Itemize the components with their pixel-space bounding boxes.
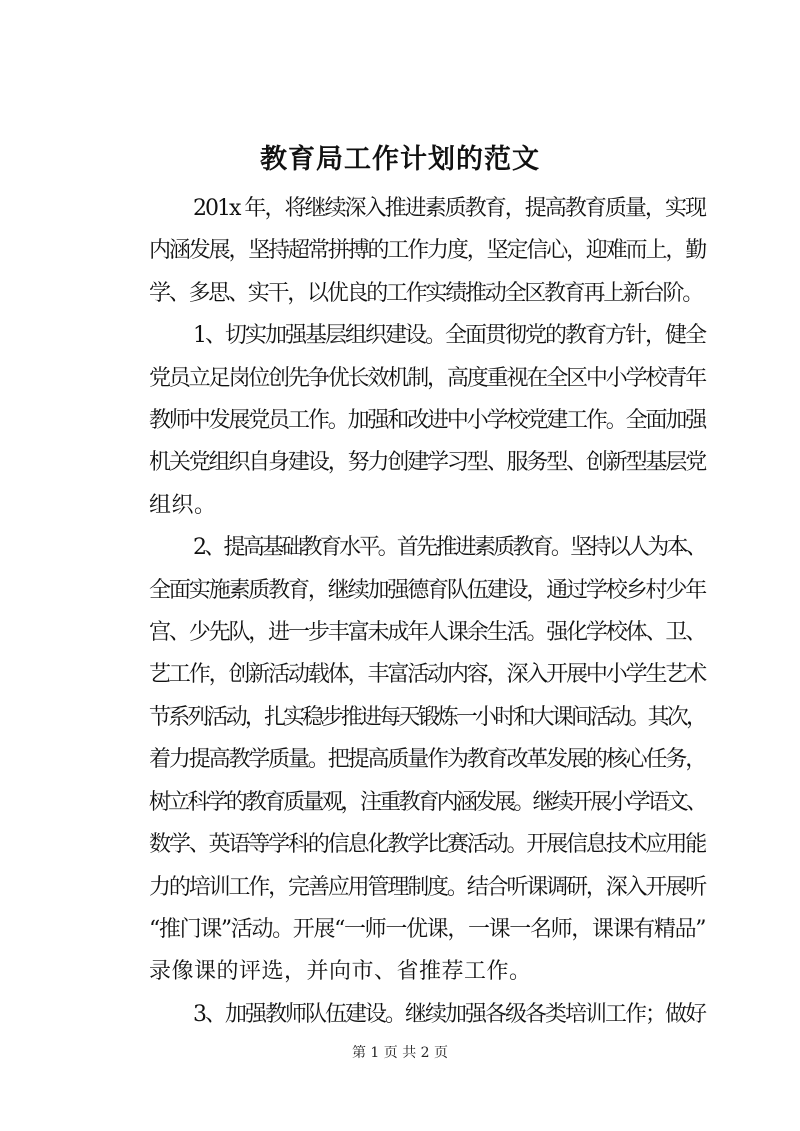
text-line: 学、多思、实干，以优良的工作实绩推动全区教育再上新台阶。 (149, 280, 703, 306)
paragraph-section-1 (105, 315, 705, 527)
paragraph-section-2 (105, 527, 705, 993)
text-line: 教师中发展党员工作。加强和改进中小学校党建工作。全面加强 (149, 408, 705, 434)
text-line: 录像课的评选，并向市、省推荐工作。 (149, 959, 532, 985)
text-line: 1、切实加强基层组织建设。全面贯彻党的教育方针，健全 (193, 323, 705, 349)
text-line: 数学、英语等学科的信息化教学比赛活动。开展信息技术应用能 (149, 832, 705, 858)
text-line: 党员立足岗位创先争优长效机制，高度重视在全区中小学校青年 (149, 365, 705, 391)
text-line: 树立科学的教育质量观，注重教育内涵发展。继续开展小学语文、 (149, 789, 705, 815)
text-line: 着力提高教学质量。把提高质量作为教育改革发展的核心任务， (149, 747, 705, 773)
paragraph-intro (105, 188, 705, 315)
text-line: 内涵发展，坚持超常拼搏的工作力度，坚定信心，迎难而上，勤 (149, 238, 705, 264)
document-title: 教育局工作计划的范文 (260, 144, 540, 175)
text-line: 力的培训工作，完善应用管理制度。结合听课调研，深入开展听 (149, 874, 705, 900)
text-line: 艺工作，创新活动载体，丰富活动内容，深入开展中小学生艺术 (149, 662, 705, 688)
text-line: 组织。 (149, 492, 217, 518)
text-line: 宫、少先队，进一步丰富未成年人课余生活。强化学校体、卫、 (149, 620, 705, 646)
text-line: 201x 年，将继续深入推进素质教育，提高教育质量，实现 (193, 196, 705, 221)
text-line: 节系列活动，扎实稳步推进每天锻炼一小时和大课间活动。其次， (149, 704, 705, 730)
document-body (105, 188, 705, 1036)
text-line: “推门课”活动。开展“一师一优课，一课一名师，课课有精品” (149, 916, 705, 942)
text-line: 机关党组织自身建设，努力创建学习型、服务型、创新型基层党 (149, 450, 705, 476)
text-line: 全面实施素质教育，继续加强德育队伍建设，通过学校乡村少年 (149, 577, 705, 603)
text-line: 3、加强教师队伍建设。继续加强各级各类培训工作；做好 (193, 1001, 705, 1027)
paragraph-section-3 (105, 994, 705, 1036)
text-line: 2、提高基础教育水平。首先推进素质教育。坚持以人为本、 (193, 535, 705, 561)
page-footer: 第 1 页 共 2 页 (351, 1045, 449, 1061)
